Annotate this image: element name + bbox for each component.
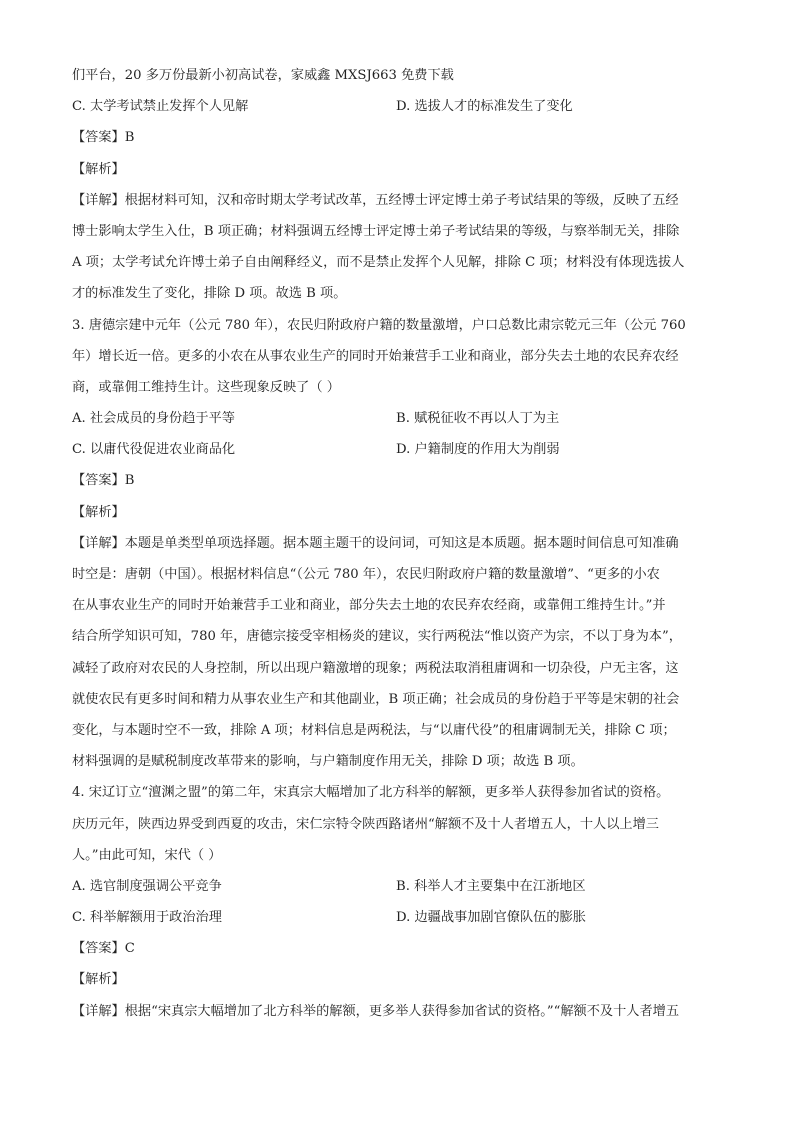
q3-detail-line: 【详解】本题是单类型单项选择题。据本题主题干的设问词，可知这是本质题。据本题时间信息可知准确 xyxy=(72,535,679,551)
q3-detail-line: 材料强调的是赋税制度改革带来的影响，与户籍制度作用无关，排除 D 项；故选 B 项。 xyxy=(72,754,584,770)
q3-analysis-label: 【解析】 xyxy=(72,504,125,520)
q4-answer: 【答案】C xyxy=(72,941,135,957)
q3-detail-line: 变化，与本题时空不一致，排除 A 项；材料信息是两税法，与“以庸代役”的租庸调制无关，排除 C 项； xyxy=(72,722,676,738)
q3-detail-line: 时空是：唐朝（中国）。根据材料信息“（公元 780 年），农民归附政府户籍的数量激增”、“更多的小农 xyxy=(72,567,660,582)
q4-option-d: D. 边疆战事加剧官僚队伍的膨胀 xyxy=(396,910,586,926)
q4-option-b: B. 科举人才主要集中在江浙地区 xyxy=(396,878,586,894)
q2-options-row-cd xyxy=(72,91,722,122)
q3-detail-line: 减轻了政府对农民的人身控制，所以出现户籍激增的现象；两税法取消租庸调和一切杂役，户无主客，这 xyxy=(72,660,679,676)
q3-stem-line: 3. 唐德宗建中元年（公元 780 年），农民归附政府户籍的数量激增，户口总数比肃宗乾元三年（公元 760 xyxy=(72,317,686,333)
q4-stem-line: 庆历元年，陕西边界受到西夏的攻击，宋仁宗特令陕西路诸州“解额不及十人者增五人，十人以上增三 xyxy=(72,816,659,832)
q4-detail-line: 【详解】根据“宋真宗大幅增加了北方科举的解额，更多举人获得参加省试的资格。”“解额不及十人者增五 xyxy=(72,1003,680,1019)
q2-option-c: C. 太学考试禁止发挥个人见解 xyxy=(72,99,249,115)
q4-option-a: A. 选官制度强调公平竞争 xyxy=(72,878,222,894)
header-promo-line: 们平台，20 多万份最新小初高试卷，家威鑫 MXSJ663 免费下载 xyxy=(72,68,454,83)
q4-analysis-label: 【解析】 xyxy=(72,972,125,988)
q3-option-a: A. 社会成员的身份趋于平等 xyxy=(72,411,235,427)
q2-detail-line: 【详解】根据材料可知，汉和帝时期太学考试改革，五经博士评定博士弟子考试结果的等级，反映了五经 xyxy=(72,192,679,208)
q3-options-row-cd xyxy=(72,434,722,465)
q3-option-d: D. 户籍制度的作用大为削弱 xyxy=(396,442,560,458)
q3-stem-line: 商，或靠佣工维持生计。这些现象反映了（ ） xyxy=(72,379,340,395)
q2-detail-line: 博士影响太学生入仕，B 项正确；材料强调五经博士评定博士弟子考试结果的等级，与察举制无关，排除 xyxy=(72,223,680,239)
q2-detail-line: A 项；太学考试允许博士弟子自由阐释经义，而不是禁止发挥个人见解，排除 C 项；材料没有体现选拔人 xyxy=(72,255,685,271)
q2-detail-line: 才的标准发生了变化，排除 D 项。故选 B 项。 xyxy=(72,286,347,302)
q2-answer: 【答案】B xyxy=(72,130,135,146)
q4-stem-line: 人。”由此可知，宋代（ ） xyxy=(72,847,222,863)
q3-detail-line: 结合所学知识可知，780 年，唐德宗接受宰相杨炎的建议，实行两税法“惟以资产为宗，不以丁身为本”， xyxy=(72,629,682,645)
q3-answer: 【答案】B xyxy=(72,473,135,489)
q2-analysis-label: 【解析】 xyxy=(72,161,125,177)
q2-option-d: D. 选拔人才的标准发生了变化 xyxy=(396,99,573,115)
q4-option-c: C. 科举解额用于政治治理 xyxy=(72,910,222,926)
document-page xyxy=(72,60,722,1027)
q4-options-row-ab xyxy=(72,871,722,902)
q3-detail-line: 在从事农业生产的同时开始兼营手工业和商业，部分失去土地的农民弃农经商，或靠佣工维持生计。”并 xyxy=(72,598,666,614)
q3-options-row-ab xyxy=(72,403,722,434)
q4-options-row-cd xyxy=(72,902,722,933)
q3-option-c: C. 以庸代役促进农业商品化 xyxy=(72,442,236,458)
q3-stem-line: 年）增长近一倍。更多的小农在从事农业生产的同时开始兼营手工业和商业，部分失去土地的农民弃农经 xyxy=(72,348,679,364)
q4-stem-line: 4. 宋辽订立“澶渊之盟”的第二年，宋真宗大幅增加了北方科举的解额，更多举人获得参加省试的资格。 xyxy=(72,785,670,801)
q3-option-b: B. 赋税征收不再以人丁为主 xyxy=(396,411,560,427)
q3-detail-line: 就使农民有更多时间和精力从事农业生产和其他副业，B 项正确；社会成员的身份趋于平等是宋朝的社会 xyxy=(72,691,680,707)
